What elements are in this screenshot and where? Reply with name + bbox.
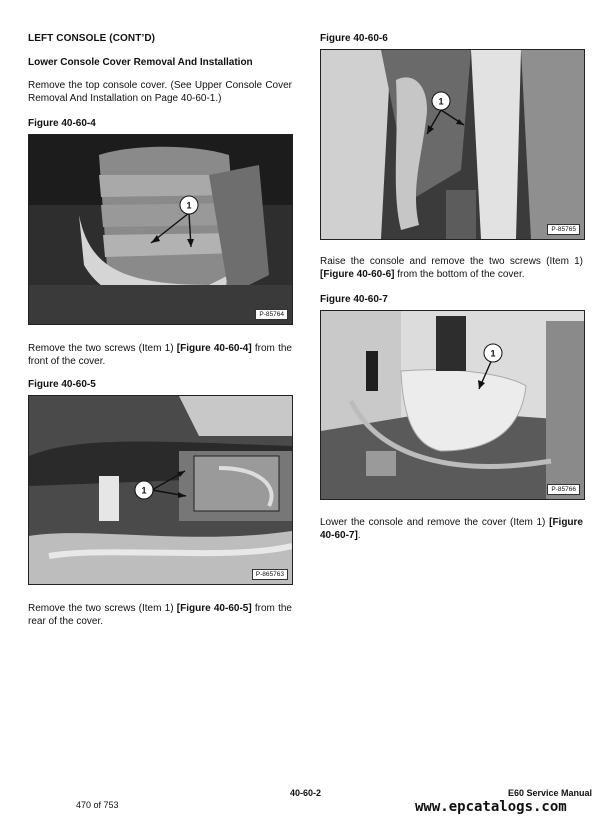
figure-5-photo-id: P-865763 (252, 569, 288, 580)
figure-6-label: Figure 40-60-6 (320, 33, 388, 44)
figure-5-ref: [Figure 40-60-5] (176, 603, 252, 614)
figure-7-callout: 1 (490, 348, 496, 359)
figure-5-text: Remove the two screws (Item 1) [Figure 40-60-5] from the rear of the cover. (28, 603, 292, 627)
figure-4-label: Figure 40-60-4 (28, 118, 96, 129)
figure-7-photo (320, 310, 585, 500)
figure-7-photo-id: P-85766 (547, 484, 580, 495)
figure-4-callout: 1 (186, 200, 192, 211)
figure-4-ref: [Figure 40-60-4] (176, 343, 252, 354)
figure-5-callout: 1 (141, 485, 147, 496)
figure-6-callout: 1 (438, 96, 444, 107)
figure-7-label: Figure 40-60-7 (320, 294, 388, 305)
subheading: Lower Console Cover Removal And Installation (28, 57, 253, 68)
watermark-link[interactable]: www.epcatalogs.com (415, 799, 567, 815)
figure-4-photo (28, 134, 293, 325)
figure-7-text: Lower the console and remove the cover (Item 1) [Figure 40-60-7]. (320, 517, 583, 541)
page-count: 470 of 753 (76, 800, 119, 810)
figure-4-text: Remove the two screws (Item 1) [Figure 40-60-4] from the front of the cover. (28, 343, 292, 367)
figure-4-photo-id: P-85764 (255, 309, 288, 320)
intro-paragraph: Remove the top console cover. (See Upper Console Cover Removal And Installation on Page 40-60-1.) (28, 80, 292, 104)
section-title: LEFT CONSOLE (CONT’D) (28, 33, 156, 44)
figure-5-label: Figure 40-60-5 (28, 379, 96, 390)
figure-5-photo (28, 395, 293, 585)
figure-6-photo-id: P-85765 (547, 224, 580, 235)
figure-7-ref: [Figure 40-60-7] (320, 517, 583, 541)
manual-title: E60 Service Manual (508, 788, 593, 798)
figure-6-photo (320, 49, 585, 240)
page-code: 40-60-2 (290, 788, 322, 798)
figure-6-ref: [Figure 40-60-6] (320, 269, 395, 280)
figure-6-text: Raise the console and remove the two screws (Item 1) [Figure 40-60-6] from the bottom of the cover. (320, 256, 583, 280)
